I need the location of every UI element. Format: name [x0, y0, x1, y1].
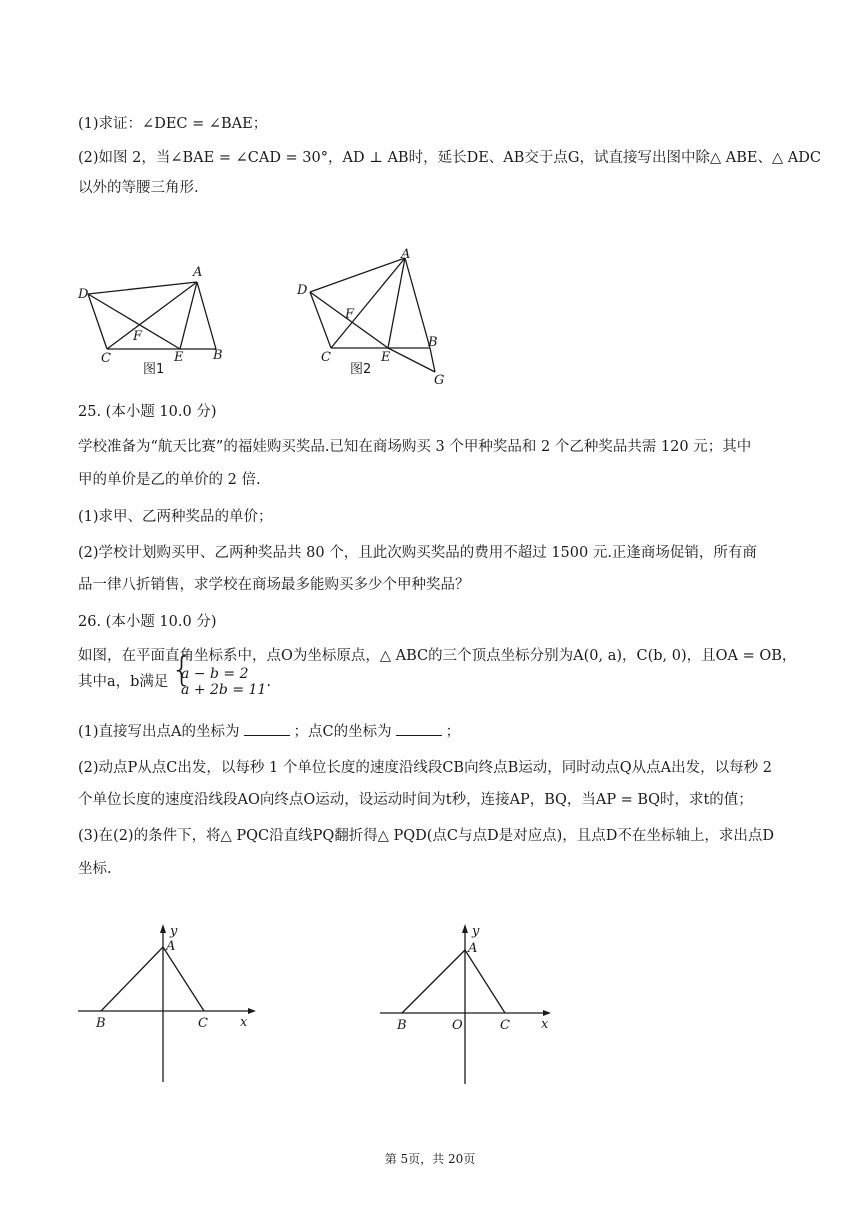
q25-part2-line2: 品一律八折销售，求学校在商场最多能购买多少个甲种奖品？	[78, 577, 470, 593]
equation-1: { a − b = 2	[181, 666, 249, 682]
q26-part1-b: ；点C的坐标为	[293, 724, 392, 740]
figR-label-y: y	[472, 924, 480, 939]
q26-part1-c: ；	[445, 724, 461, 740]
fig2-label-b: B	[428, 335, 438, 350]
figR-label-x: x	[541, 1017, 549, 1032]
figL-label-a: A	[166, 939, 176, 954]
fig1-caption: 图1	[143, 362, 165, 377]
figL-label-x: x	[240, 1015, 248, 1030]
q24-part2-line2: 以外的等腰三角形.	[78, 180, 199, 196]
figL-label-c: C	[198, 1016, 208, 1031]
q26-part3-line2: 坐标.	[78, 861, 112, 877]
figL-label-b: B	[96, 1016, 106, 1031]
equation-system	[173, 666, 266, 698]
q26-part2-line2: 个单位长度的速度沿线段AO向终点O运动，设运动时间为t秒，连接AP，BQ，当AP = BQ时，求t的值；	[78, 792, 753, 808]
fig2-label-e: E	[381, 350, 391, 365]
figR-label-a: A	[468, 941, 478, 956]
equation-2: a + 2b = 11	[181, 682, 267, 698]
fig2-label-c: C	[321, 350, 331, 365]
fig1-label-c: C	[101, 351, 111, 366]
q26-part1-a: (1)直接写出点A的坐标为	[78, 724, 240, 740]
figR-label-b: B	[397, 1018, 407, 1033]
page-footer: 第 5页，共 20页	[384, 1152, 476, 1166]
fig1-label-a: A	[193, 265, 203, 280]
figR-label-c: C	[500, 1018, 510, 1033]
q26-heading: 26. (本小题 10.0 分)	[78, 614, 217, 630]
q26-part1	[78, 720, 460, 741]
fig2-label-g: G	[434, 373, 445, 388]
q25-part2-line1: (2)学校计划购买甲、乙两种奖品共 80 个，且此次购买奖品的费用不超过 1500 元.正逢商场促销，所有商	[78, 545, 757, 561]
fig1-label-b: B	[213, 348, 223, 363]
answer-blank-a[interactable]	[244, 723, 290, 736]
q26-stem-prefix: 其中a，b满足	[78, 674, 169, 690]
q26-stem-line2	[78, 666, 271, 698]
q25-heading: 25. (本小题 10.0 分)	[78, 404, 217, 420]
q26-part3-line1: (3)在(2)的条件下，将△ PQC沿直线PQ翻折得△ PQD(点C与点D是对应点)，且点D不在坐标轴上，求出点D	[78, 828, 775, 844]
fig2-caption: 图2	[350, 362, 372, 377]
q24-part2-line1: (2)如图 2，当∠BAE = ∠CAD = 30°，AD ⊥ AB时，延长DE、AB交于点G，试直接写出图中除△ ABE、△ ADC	[78, 150, 821, 166]
q24-part1: (1)求证：∠DEC = ∠BAE；	[78, 116, 268, 132]
figL-label-y: y	[170, 924, 178, 939]
q26-part2-line1: (2)动点P从点C出发，以每秒 1 个单位长度的速度沿线段CB向终点B运动，同时动点Q从点A出发，以每秒 2	[78, 760, 772, 776]
fig1-label-f: F	[133, 329, 143, 344]
fig2-label-a: A	[401, 247, 411, 262]
fig1-label-d: D	[78, 287, 89, 302]
fig1-label-e: E	[174, 350, 184, 365]
q26-stem-line1: 如图，在平面直角坐标系中，点O为坐标原点，△ ABC的三个顶点坐标分别为A(0, a)，C(b, 0)，且OA = OB，	[78, 648, 797, 664]
q25-stem-line1: 学校准备为“航天比赛”的福娃购买奖品.已知在商场购买 3 个甲种奖品和 2 个乙种奖品共需 120 元；其中	[78, 439, 752, 455]
q25-part1: (1)求甲、乙两种奖品的单价；	[78, 509, 273, 525]
figR-label-o: O	[452, 1018, 463, 1033]
fig2-label-f: F	[345, 307, 355, 322]
answer-blank-c[interactable]	[396, 723, 442, 736]
q26-stem-suffix: .	[266, 674, 271, 690]
q25-stem-line2: 甲的单价是乙的单价的 2 倍.	[78, 472, 261, 488]
fig2-label-d: D	[297, 283, 308, 298]
